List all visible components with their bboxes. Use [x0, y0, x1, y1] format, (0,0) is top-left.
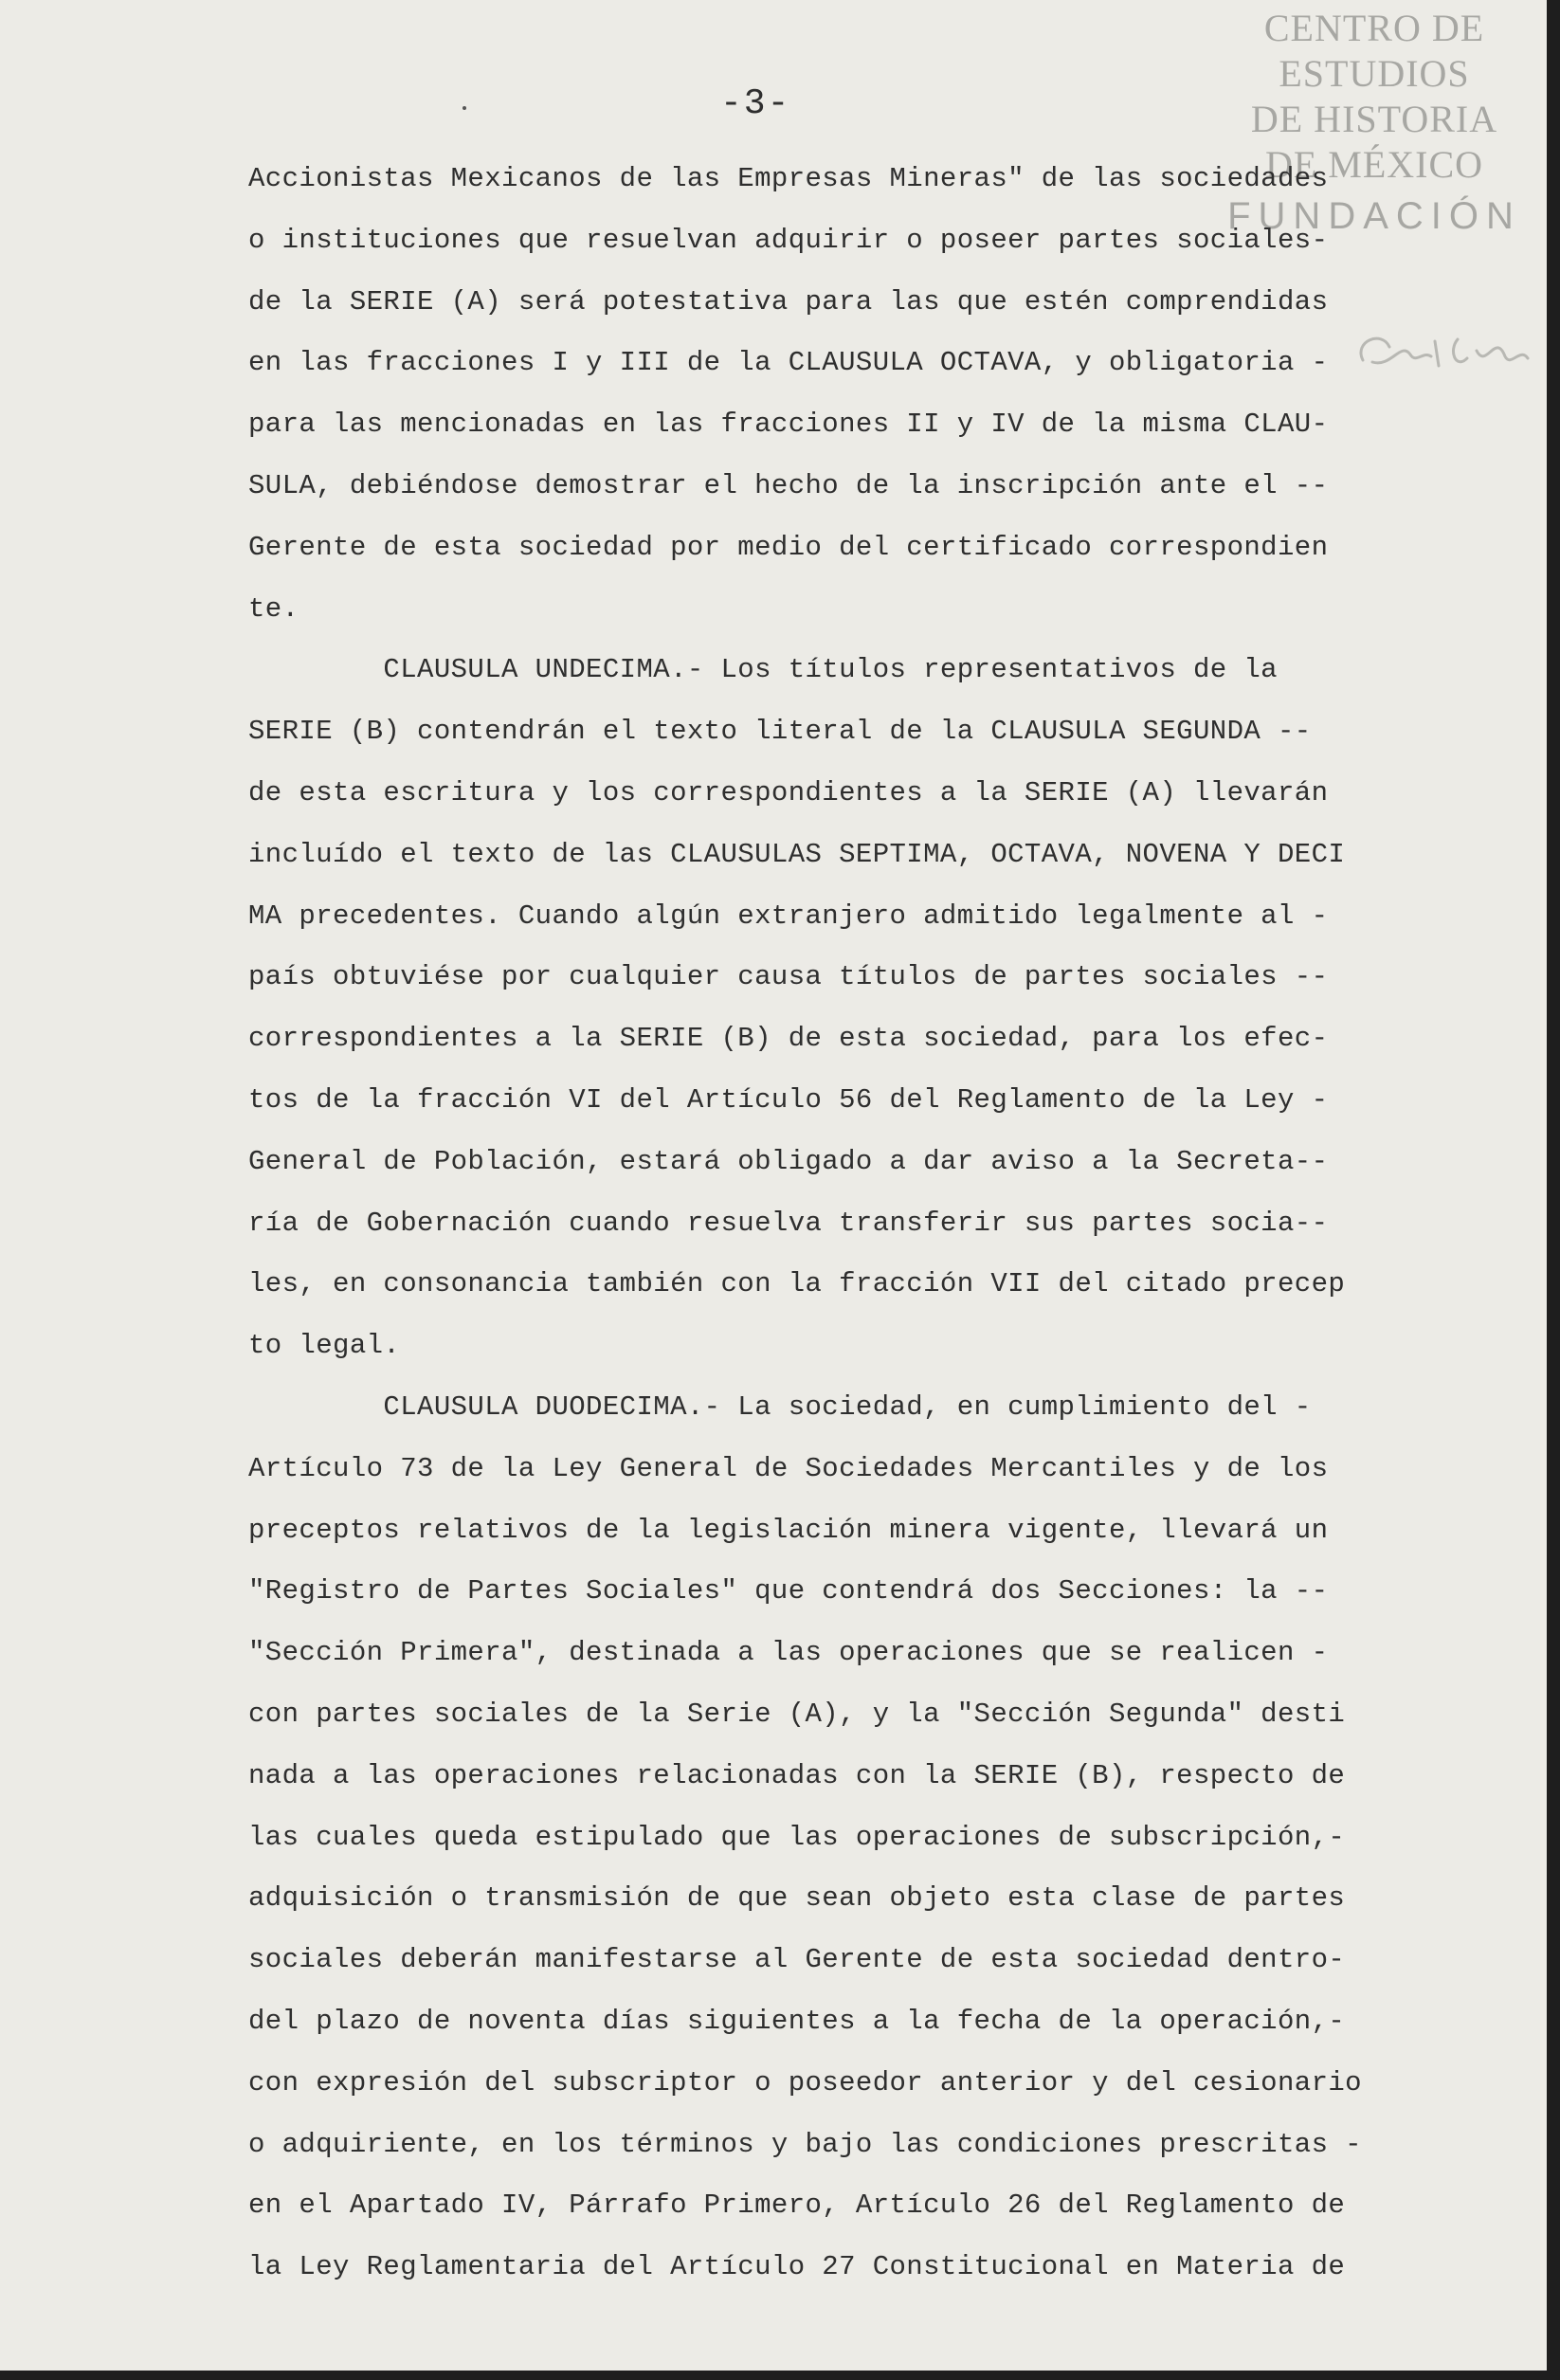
text-line: Accionistas Mexicanos de las Empresas Mineras" de las sociedades	[248, 163, 1329, 194]
text-line: de esta escritura y los correspondientes a la SERIE (A) llevarán	[248, 776, 1329, 808]
text-line: ría de Gobernación cuando resuelva transferir sus partes socia--	[248, 1207, 1329, 1239]
text-line: sociales deberán manifestarse al Gerente de esta sociedad dentro-	[248, 1944, 1346, 1976]
page-number: -3-	[720, 83, 791, 124]
text-line: correspondientes a la SERIE (B) de esta sociedad, para los efec-	[248, 1023, 1329, 1055]
text-line: con expresión del subscriptor o poseedor anterior y del cesionario	[248, 2066, 1362, 2098]
text-line: nada a las operaciones relacionadas con la SERIE (B), respecto de	[248, 1759, 1346, 1791]
text-line: en las fracciones I y III de la CLAUSULA OCTAVA, y obligatoria -	[248, 347, 1329, 379]
text-line: o adquiriente, en los términos y bajo las condiciones prescritas -	[248, 2128, 1362, 2160]
text-line: país obtuviése por cualquier causa títulos de partes sociales --	[248, 961, 1329, 993]
text-line: en el Apartado IV, Párrafo Primero, Artículo 26 del Reglamento de	[248, 2189, 1346, 2222]
text-line: to legal.	[248, 1330, 401, 1362]
text-line: te.	[248, 592, 299, 625]
watermark-line-1: CENTRO DE	[1263, 7, 1485, 49]
text-line: MA precedentes. Cuando algún extranjero admitido legalmente al -	[248, 899, 1329, 932]
text-line: General de Población, estará obligado a dar aviso a la Secreta--	[248, 1145, 1329, 1177]
text-line: "Sección Primera", destinada a las operaciones que se realicen -	[248, 1637, 1329, 1669]
watermark-line-3: DE HISTORIA	[1250, 98, 1498, 140]
text-line: con partes sociales de la Serie (A), y la "Sección Segunda" desti	[248, 1698, 1346, 1730]
text-line: la Ley Reglamentaria del Artículo 27 Constitucional en Materia de	[248, 2251, 1346, 2283]
text-line: CLAUSULA UNDECIMA.- Los títulos representativos de la	[248, 654, 1278, 686]
text-line: adquisición o transmisión de que sean objeto esta clase de partes	[248, 1882, 1346, 1915]
text-line: del plazo de noventa días siguientes a la fecha de la operación,-	[248, 2005, 1346, 2037]
document-body	[248, 149, 1509, 2298]
text-line: SULA, debiéndose demostrar el hecho de la inscripción ante el --	[248, 469, 1329, 501]
text-line: les, en consonancia también con la fracción VII del citado precep	[248, 1268, 1346, 1300]
watermark-line-4: DE MÉXICO	[1264, 143, 1484, 186]
text-line: incluído el texto de las CLAUSULAS SEPTIMA, OCTAVA, NOVENA Y DECI	[248, 838, 1346, 870]
text-line: SERIE (B) contendrán el texto literal de la CLAUSULA SEGUNDA --	[248, 716, 1312, 748]
text-line: CLAUSULA DUODECIMA.- La sociedad, en cumplimiento del -	[248, 1390, 1312, 1423]
text-line: tos de la fracción VI del Artículo 56 del Reglamento de la Ley -	[248, 1083, 1329, 1116]
text-line: Gerente de esta sociedad por medio del certificado correspondien	[248, 531, 1329, 563]
text-line: preceptos relativos de la legislación minera vigente, llevará un	[248, 1514, 1329, 1546]
watermark-line-2: ESTUDIOS	[1279, 52, 1470, 95]
text-line: Artículo 73 de la Ley General de Sociedades Mercantiles y de los	[248, 1452, 1329, 1484]
ink-dot	[463, 106, 466, 110]
watermark-foundation: FUNDACIÓN	[1227, 195, 1521, 237]
text-line: las cuales queda estipulado que las operaciones de subscripción,-	[248, 1821, 1346, 1853]
text-line: para las mencionadas en las fracciones II y IV de la misma CLAU-	[248, 409, 1329, 441]
text-line: de la SERIE (A) será potestativa para las que estén comprendidas	[248, 285, 1329, 318]
text-line: o instituciones que resuelvan adquirir o poseer partes sociales-	[248, 224, 1329, 256]
text-line: "Registro de Partes Sociales" que contendrá dos Secciones: la --	[248, 1575, 1329, 1608]
